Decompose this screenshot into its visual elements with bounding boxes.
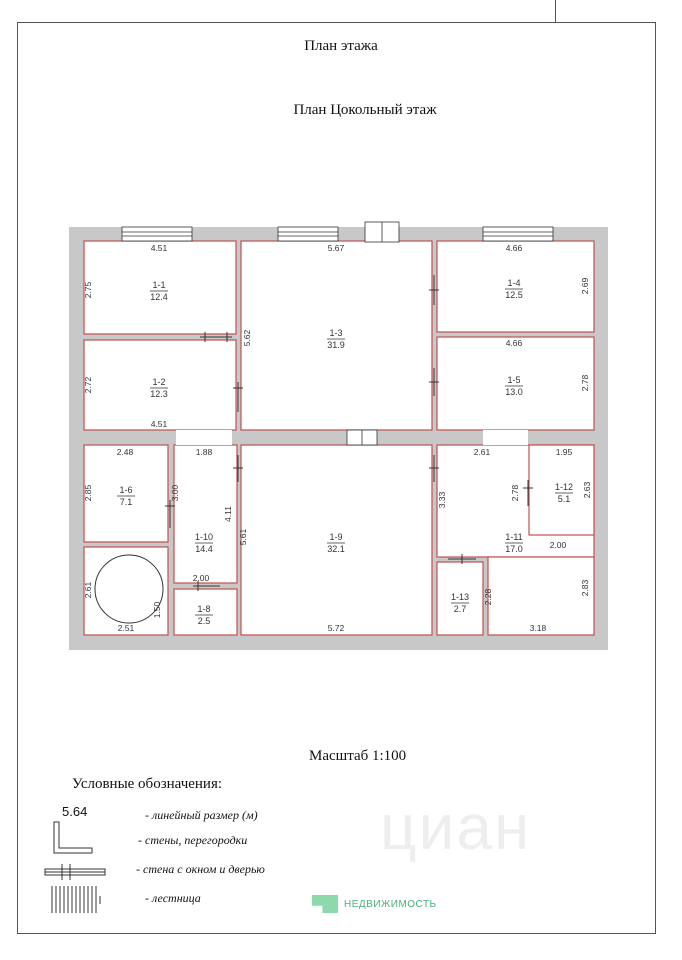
legend-item-window-door: - стена с окном и дверью (136, 862, 265, 876)
stair-room (84, 547, 168, 635)
room-area-1-1: 12.4 (150, 292, 168, 302)
watermark (312, 895, 437, 913)
room-id-1-9: 1-9 (329, 532, 343, 542)
room-area-1-9: 32.1 (327, 544, 345, 554)
room-id-1-11: 1-11 (505, 532, 523, 542)
room-area-1-2: 12.3 (150, 389, 168, 399)
legend-item-dimension: - линейный размер (м) (145, 808, 258, 822)
room-area-1-8: 2.5 (197, 616, 211, 626)
dimension-label: 2.61 (83, 581, 93, 599)
corridor-opening (483, 430, 528, 445)
dimension-label: 2.83 (580, 579, 590, 597)
room-area-1-3: 31.9 (327, 340, 345, 350)
dimension-label: 2.75 (83, 281, 93, 299)
dimension-label: 4.51 (150, 243, 168, 253)
dimension-label: 3.33 (437, 491, 447, 509)
room-id-1-12: 1-12 (554, 482, 574, 492)
dimension-label: 4.66 (505, 243, 523, 253)
dimension-label: 2.63 (582, 481, 592, 499)
dimension-label: 2.78 (510, 484, 520, 502)
dimension-label: 3.00 (170, 484, 180, 502)
watermark-label: НЕДВИЖИМОСТЬ (344, 898, 437, 910)
room-id-1-2: 1-2 (152, 377, 166, 387)
room-id-1-13: 1-13 (450, 592, 470, 602)
room-id-1-5: 1-5 (507, 375, 521, 385)
room-area-1-13: 2.7 (453, 604, 467, 614)
dimension-label: 5.67 (327, 243, 345, 253)
dimension-label: 1.88 (195, 447, 213, 457)
room-area-1-6: 7.1 (119, 497, 133, 507)
dimension-label: 5.61 (238, 528, 248, 546)
dimension-label: 2.69 (580, 277, 590, 295)
window (278, 227, 338, 241)
room-id-1-10: 1-10 (194, 532, 214, 542)
window (483, 227, 553, 241)
watermark-logo-icon (312, 895, 338, 913)
room-area-1-11: 17.0 (505, 544, 523, 554)
drawing-subtitle: План Цокольный этаж (293, 102, 437, 118)
dimension-label: 5.72 (327, 623, 345, 633)
dimension-label: 4.11 (223, 506, 233, 522)
dimension-label: 3.18 (529, 623, 547, 633)
watermark-brand: циан (380, 791, 532, 863)
dimension-label: 2.48 (116, 447, 134, 457)
dimension-label: 5.62 (242, 329, 252, 347)
legend-title: Условные обозначения: (72, 776, 223, 792)
dimension-label: 2.72 (83, 376, 93, 394)
scale-label: Масштаб 1:100 (309, 748, 407, 764)
legend-wall-symbol (54, 822, 92, 853)
dimension-label: 1.95 (555, 447, 573, 457)
room-area-1-10: 14.4 (195, 544, 213, 554)
legend-item-stairs: - лестница (145, 891, 201, 905)
legend-stair-symbol (52, 886, 100, 913)
dimension-label: 4.51 (150, 419, 168, 429)
drawing-title: План этажа (304, 38, 378, 54)
room-id-1-3: 1-3 (329, 328, 343, 338)
legend-sample-dimension: 5.64 (62, 804, 88, 819)
dimension-label: 1.50 (152, 601, 162, 619)
room-id-1-6: 1-6 (119, 485, 133, 495)
dimension-label: 2.85 (83, 484, 93, 502)
legend-item-walls: - стены, перегородки (138, 833, 248, 847)
room-id-1-4: 1-4 (507, 278, 521, 288)
dimension-label: 2.51 (117, 623, 135, 633)
dimension-label: 2.00 (192, 573, 210, 583)
room-id-1-1: 1-1 (152, 280, 166, 290)
dimension-label: 2.28 (483, 588, 493, 606)
room-id-1-8: 1-8 (197, 604, 211, 614)
room-area-1-4: 12.5 (505, 290, 523, 300)
corridor-opening (176, 430, 232, 445)
window (122, 227, 192, 241)
room-area-1-12: 5.1 (557, 494, 571, 504)
dimension-label: 2.61 (473, 447, 491, 457)
dimension-label: 4.66 (505, 338, 523, 348)
dimension-label: 2.78 (580, 374, 590, 392)
dimension-label: 2.00 (549, 540, 567, 550)
room-area-1-5: 13.0 (505, 387, 523, 397)
